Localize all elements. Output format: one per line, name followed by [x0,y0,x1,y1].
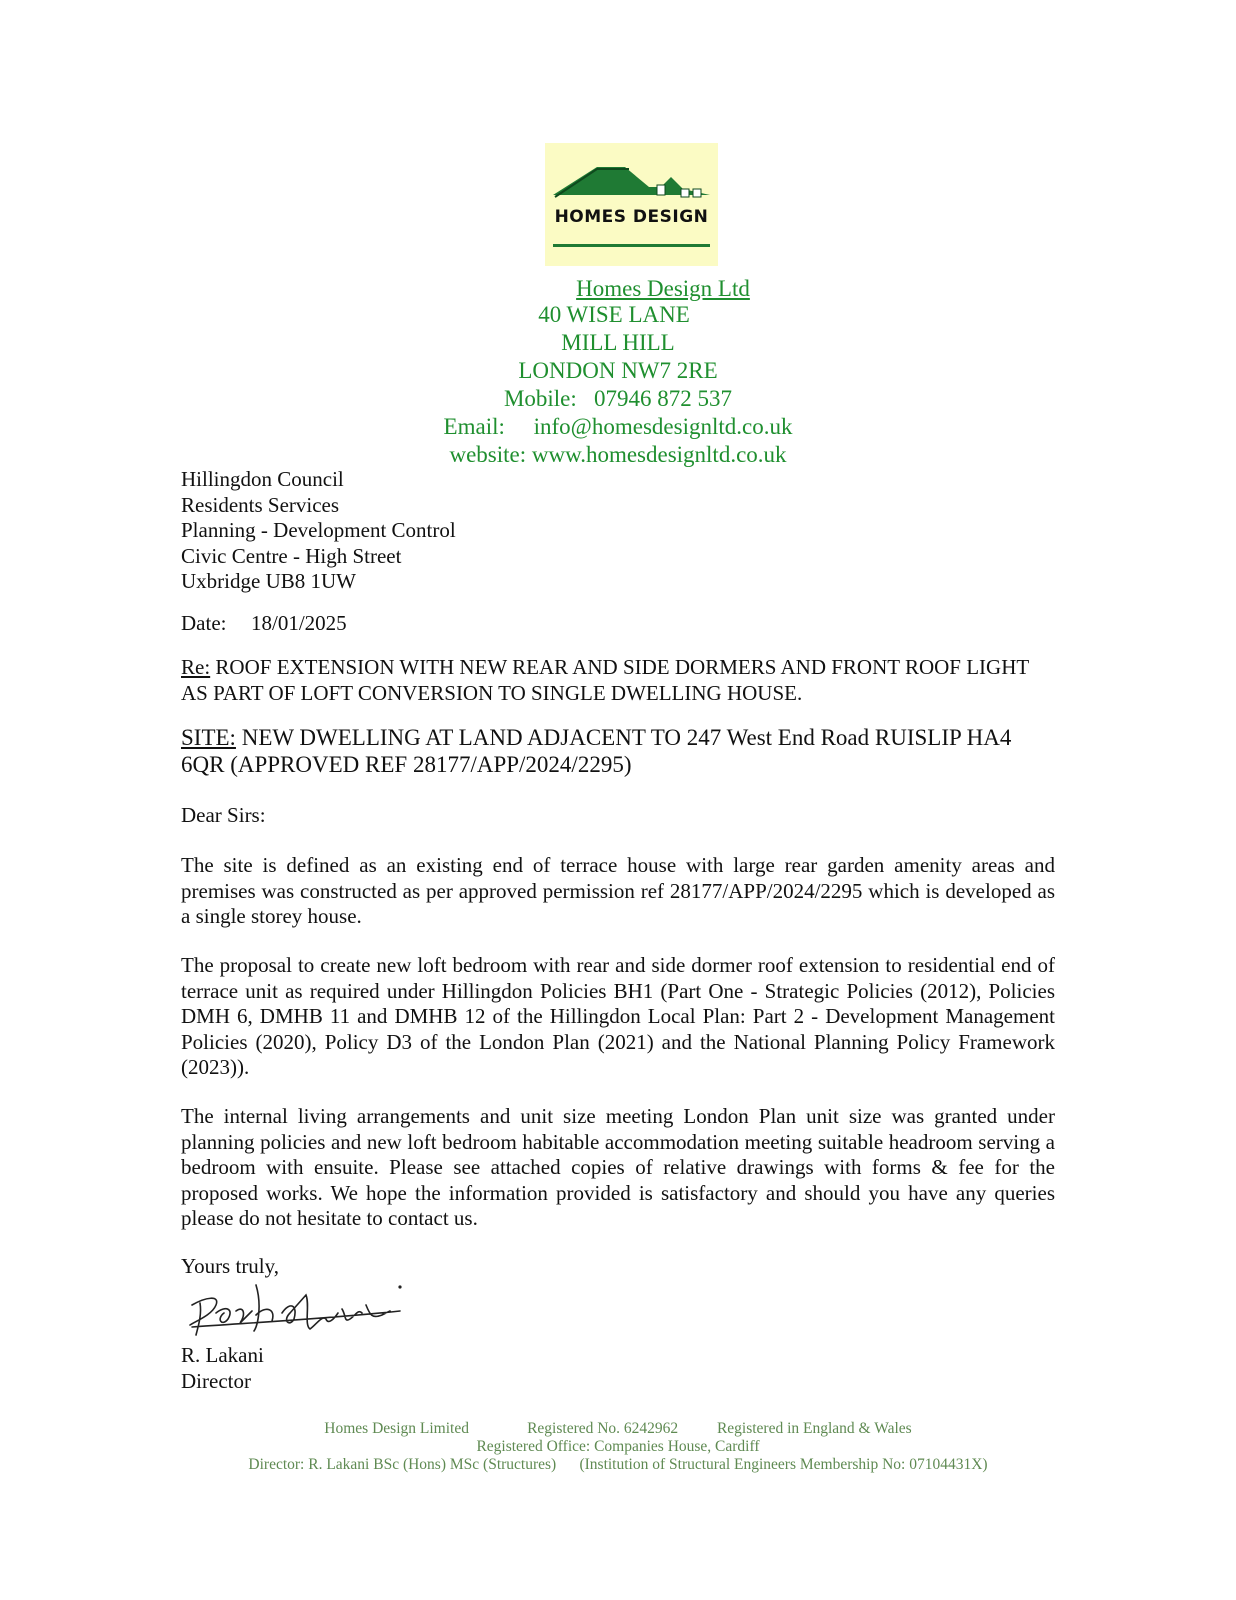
closing: Yours truly, [181,1254,280,1278]
signer-title: Director [181,1368,251,1393]
site-line [181,724,1055,778]
mobile-line [0,386,1236,412]
re-label: Re: [181,655,211,679]
recipient-line: Civic Centre - High Street [181,543,402,568]
address-line-3: LONDON NW7 2RE [518,358,718,383]
recipient-line: Hillingdon Council [181,467,344,491]
letter-date [181,611,347,637]
house-roof-icon [553,163,710,203]
recipient-line: Residents Services [181,492,340,517]
signer-name: R. Lakani [181,1343,264,1367]
recipient-address [181,467,456,595]
company-logo [545,143,718,266]
re-text: ROOF EXTENSION WITH NEW REAR AND SIDE DORMERS AND FRONT ROOF LIGHT AS PART OF LOFT CONVERSION TO SINGLE DWELLING HOUSE. [181,655,1029,705]
footer-registered-in: Registered in England & Wales [716,1420,912,1437]
address-line-2: MILL HILL [561,330,675,355]
mobile-number: 07946 872 537 [594,386,733,411]
signer-block [181,1343,264,1394]
mobile-label: Mobile: [503,386,577,411]
signature [186,1275,416,1345]
address-line-1: 40 WISE LANE [538,302,690,327]
website-url[interactable]: www.homesdesignltd.co.uk [531,442,787,467]
footer-line-1 [0,1420,1236,1438]
company-name: Homes Design Ltd [576,276,750,301]
recipient-line: Uxbridge UB8 1UW [181,569,356,593]
body-paragraph-3: The internal living arrangements and unit size meeting London Plan unit size was granted under planning policies and new loft bedroom habitable accommodation meeting suitable headroom serving a bedroom with ensuite. Please see attached copies of relative drawings with forms & fee for the proposed works. We hope the information provided is satisfactory and should you have any queries please do not hesitate to contact us. [181,1104,1055,1230]
salutation: Dear Sirs: [181,803,266,827]
footer-office: Registered Office: Companies House, Cardiff [476,1438,760,1455]
footer-reg-no: Registered No. 6242962 [527,1420,679,1437]
website-line [0,442,1236,468]
recipient-line: Planning - Development Control [181,518,456,542]
body-paragraph-1: The site is defined as an existing end of terrace house with large rear garden amenity areas and premises was constructed as per approved permission ref 28177/APP/2024/2295 which is developed as a single storey house. [181,853,1055,928]
website-label: website: [449,442,527,467]
subject-line [181,655,1055,706]
site-text: NEW DWELLING AT LAND ADJACENT TO 247 West End Road RUISLIP HA4 6QR (APPROVED REF 28177/APP/2024/2295) [181,725,1012,777]
footer-line-3 [0,1456,1236,1474]
date-value: 18/01/2025 [251,611,347,635]
email-line [0,414,1236,440]
body-paragraph-2: The proposal to create new loft bedroom with rear and side dormer roof extension to residential end of terrace unit as required under Hillingdon Policies BH1 (Part One - Strategic Policies (2012), Policies DMH 6, DMHB 11 and DMHB 12 of the Hillingdon Local Plan: Part 2 - Development Management Policies (2020), Policy D3 of the London Plan (2021) and the National Planning Policy Framework (2023)). [181,953,1055,1079]
email-label: Email: [443,414,505,439]
date-label: Date: [181,611,227,635]
footer-company: Homes Design Limited [324,1420,469,1437]
email-address[interactable]: info@homesdesignltd.co.uk [533,414,793,439]
footer-director: Director: R. Lakani BSc (Hons) MSc (Structures) [248,1456,557,1473]
footer-membership: (Institution of Structural Engineers Membership No: 07104431X) [579,1456,988,1473]
logo-text: HOMES DESIGN [554,207,709,227]
logo-underline [553,244,710,247]
site-label: SITE: [181,725,236,750]
